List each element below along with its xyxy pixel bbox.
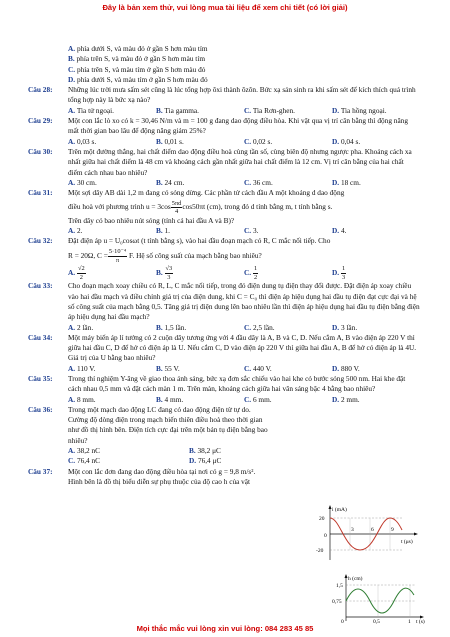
option-b: B. 4 mm. [156, 394, 184, 404]
question-number: Câu 29: [28, 116, 53, 126]
question-number: Câu 36: [28, 404, 53, 414]
question-31 [28, 188, 420, 198]
question-29-options [28, 137, 420, 147]
question-32-options [28, 264, 420, 281]
question-31-line3: Trên dây có bao nhiêu nút sóng (tính cả hai đầu A và B)? [68, 215, 235, 225]
option-a: A. 8 mm. [68, 394, 96, 404]
option-a: A. 38,2 nC [68, 446, 101, 456]
option-b: B. 24 cm. [156, 177, 185, 187]
question-number: Câu 30: [28, 146, 53, 156]
option-b: B. 38,2 μC [189, 446, 221, 456]
question-36: Câu 36: Trong một mạch dao động LC đang có dao động điện từ tự do. Cường độ dòng điện trong mạch biến thiên điều hoà theo thời gian như đồ thị hình bên. Điện tích cực đại trên một bản tụ điện bằng bao nhiêu? [28, 404, 268, 445]
question-text: Một con lắc lò xo có k = 30,46 N/m và m = 100 g đang dao động điều hòa. Khi vật qua vị trí cân bằng thì động năng mất thời gian bao lâu để động năng giảm 25%? [68, 116, 408, 136]
option-c: C. 6 mm. [244, 394, 272, 404]
question-33-options [28, 323, 420, 333]
question-31-options [28, 226, 420, 236]
option-c: C. Tia Rơn-ghen. [244, 105, 295, 115]
option-b: B. phía trên S, và màu đỏ ở gần S hơn màu tím [68, 54, 206, 64]
option-a: A. 2 lần. [68, 322, 94, 332]
question-text: Trên một đường thẳng, hai chất điểm dao động điều hoà cùng tần số, cùng biên độ nhưng ngược pha. Khoảng cách xa nhất giữa hai chất điểm là 48 cm và khoảng cách gần nhất giữa hai chất điểm là 12 cm. Vị trí cân bằng của hai chất điểm cách nhau bao nhiêu? [68, 146, 412, 177]
option-d: D. 880 V. [332, 363, 360, 373]
question-text: Một sợi dây AB dài 1,2 m đang có sóng dừng. Các phần tử cách đầu A một khoảng d dao động [68, 188, 345, 198]
question-33 [28, 281, 420, 322]
option-b: B. $\frac{√3}{3}$ [156, 265, 173, 281]
option-d: D. 76,4 μC [189, 456, 222, 466]
question-text: Đặt điện áp u = U₀cosωt (t tính bằng s), vào hai đầu đoạn mạch có R, C mắc nối tiếp. Cho [68, 236, 331, 246]
question-text: Cho đoạn mạch xoay chiều có R, L, C mắc nối tiếp, trong đó điện dung tụ điện thay đổi được. Đặt điện áp xoay chiều vào hai đầu mạch và điều chỉnh giá trị của điện dung, khi C = C₀ thì điện áp hiệu dụng hai đầu tụ điện đạt cực đại và hệ số công suất của mạch bằng 0,5. Tăng giá trị điện dung lên bao nhiêu lần thì điện áp hiệu dụng hai đầu tụ điện bằng điện áp hiệu dụng hai đầu mạch? [68, 281, 420, 322]
question-number: Câu 37: [28, 466, 53, 476]
x-tick-9: 9 [391, 527, 394, 533]
question-number: Câu 32: [28, 236, 53, 246]
question-30-options [28, 178, 420, 188]
option-d: D. phía dưới S, và màu tím ở gần S hơn màu đỏ [68, 74, 208, 84]
option-a: A. 110 V. [68, 363, 96, 373]
option-a: A. Tia tử ngoại. [68, 105, 114, 115]
question-36-block [28, 405, 310, 467]
question-37: Câu 37: Một con lắc đơn đang dao động điều hòa tại nơi có g = 9,8 m/s². Hình bên là đồ thị biểu diễn sự phụ thuộc của độ cao h của vật [28, 466, 256, 486]
x-tick-0-5: 0,5 [373, 619, 380, 625]
option-c: C. 440 V. [244, 363, 272, 373]
option-c: C. phía trên S, và màu tím ở gần S hơn màu đỏ [68, 64, 206, 74]
option-a: A. phía dưới S, và màu đỏ ở gần S hơn màu tím [68, 44, 208, 53]
question-text: Những lúc trời mưa sấm sét cũng là lúc tổng hợp ôxi thành ôzôn. Bức xạ sản sinh ra khi sấm sét để kích thích quá trình tổng hợp này là bức xạ nào? [68, 85, 416, 105]
option-d: D. $\frac{1}{3}$ [332, 265, 346, 281]
option-c: C. 2,5 lần. [244, 322, 275, 332]
exam-document [28, 44, 420, 487]
option-d: D. 2 mm. [332, 394, 360, 404]
option-d: D. 0,04 s. [332, 136, 361, 146]
option-d: D. 3 lần. [332, 322, 358, 332]
question-37-block [28, 467, 328, 488]
question-number: Câu 34: [28, 332, 53, 342]
option-c: C. 76,4 nC [68, 456, 101, 466]
question-number: Câu 28: [28, 85, 53, 95]
option-d: D. 4. [332, 226, 347, 236]
question-number: Câu 35: [28, 374, 53, 383]
option-a: A. 0,03 s. [68, 136, 97, 146]
page-header-notice: Đây là bản xem thử, vui lòng mua tài liệu để xem chi tiết (có lời giải) [102, 3, 348, 12]
question-28 [28, 85, 420, 106]
y-tick-20: 20 [319, 516, 325, 522]
option-d: D. 18 cm. [332, 177, 361, 187]
question-text: Một máy biến áp lí tưởng có 2 cuộn dây tương ứng với 4 đầu dây là A, B và C, D. Nếu cắm A, B vào điện áp 220 V thì giữa hai đầu C, D để hở có điện áp là U. Nếu cắm C, D vào điện áp 220 V thì giữa hai đầu A, B để hở có điện áp là 4U. Giá trị của U bằng bao nhiêu? [68, 332, 417, 363]
y-tick-0: 0 [324, 533, 327, 539]
option-a: A. 30 cm. [68, 177, 97, 187]
height-time-graph [330, 573, 430, 625]
question-36-options [28, 446, 310, 467]
option-b: B. 1. [156, 226, 171, 236]
option-b: B. 55 V. [156, 363, 180, 373]
current-time-graph [316, 504, 420, 566]
question-35-options [28, 395, 420, 405]
fraction: $\frac{5\pi d}{4}$ [171, 199, 182, 216]
y-axis-label: i (mA) [332, 507, 347, 513]
question-35 [28, 374, 420, 395]
option-b: B. 1,5 lần. [156, 322, 187, 332]
option-c: C. 3. [244, 226, 259, 236]
question-32-equation: R = 20Ω, C = $\frac{\text{5·10⁻⁴}}{\pi}$ F. Hệ số công suất của mạch bằng bao nhiêu? [68, 248, 262, 264]
y-axis-label: h (cm) [348, 576, 363, 582]
fraction: $\frac{\text{5·10⁻⁴}}{\pi}$ [108, 248, 127, 264]
question-number: Câu 33: [28, 281, 53, 291]
y-tick-0: 0 [341, 619, 344, 625]
option-c: C. 36 cm. [244, 177, 273, 187]
question-28-options [28, 106, 420, 116]
prev-question-options [28, 44, 420, 85]
x-tick-6: 6 [371, 527, 374, 533]
y-tick-1-5: 1,5 [336, 583, 343, 589]
option-b: B. Tia gamma. [156, 105, 199, 115]
x-axis-label: t (s) [416, 619, 425, 625]
question-29 [28, 116, 420, 137]
y-tick-0-75: 0,75 [332, 599, 342, 605]
option-b: B. 0,01 s. [156, 136, 184, 146]
option-a: A. 2. [68, 226, 83, 236]
option-a: A. $\frac{√2}{2}$ [68, 265, 85, 281]
question-34 [28, 333, 420, 364]
question-number: Câu 31: [28, 188, 53, 198]
y-tick-neg20: -20 [316, 548, 324, 554]
x-axis-label: t (μs) [401, 539, 413, 545]
option-c: C. $\frac{1}{2}$ [244, 265, 258, 281]
x-tick-1: 1 [408, 619, 411, 625]
option-c: C. 0,02 s. [244, 136, 273, 146]
question-30 [28, 147, 420, 178]
question-32 [28, 236, 420, 246]
question-31-equation: điều hoà với phương trình u = 3cos $\frac{5\pi d}{4}$ cos50πt (cm), trong đó d tính bằng m, t tính bằng s. [68, 199, 333, 216]
option-d: D. Tia hồng ngoại. [332, 105, 387, 115]
question-text: Trong thí nghiệm Y-âng về giao thoa ánh sáng, bức xạ đơn sắc chiếu vào hai khe có bước sóng 500 nm. Hai khe đặt cách nhau 0,5 mm và đặt cách màn 1 m. Trên màn, khoảng cách giữa hai vân sáng bậc 4 bằng bao nhiêu? [68, 374, 406, 394]
page-footer-contact: Mọi thắc mắc vui lòng xin vui lòng: 084 283 45 85 [136, 624, 314, 633]
x-tick-3: 3 [351, 527, 354, 533]
question-34-options [28, 364, 420, 374]
